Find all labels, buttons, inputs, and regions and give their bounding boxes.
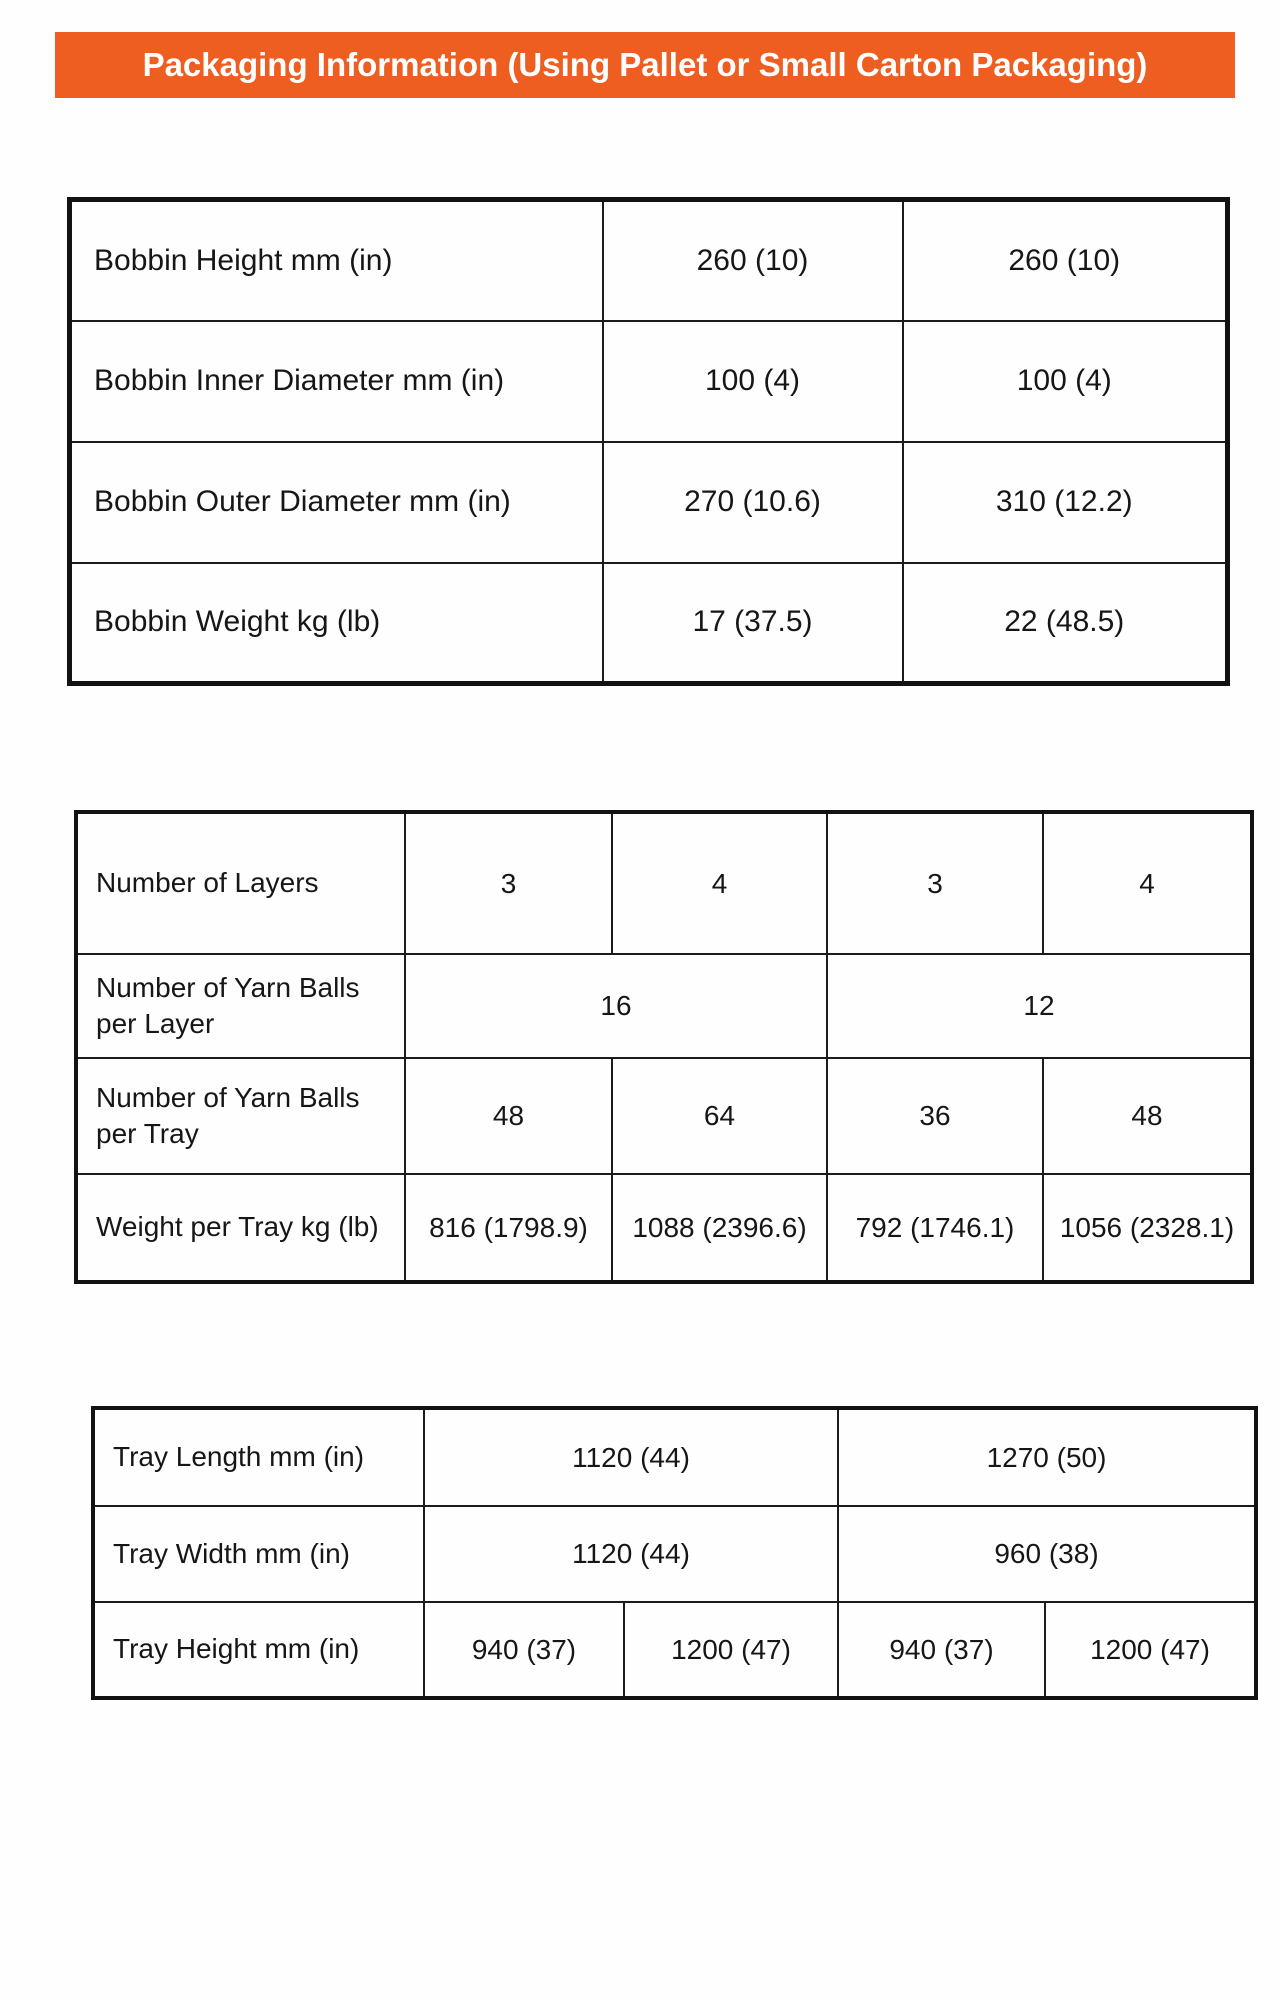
table-row [70,321,1228,442]
table-row [76,954,1252,1058]
value-cell: 940 (37) [838,1602,1045,1698]
row-label: Number of Yarn Balls per Layer [76,954,405,1058]
value-cell: 22 (48.5) [903,563,1228,684]
row-label: Tray Width mm (in) [93,1506,424,1602]
value-cell: 4 [1043,812,1252,954]
value-cell: 48 [405,1058,612,1174]
row-label: Bobbin Inner Diameter mm (in) [70,321,603,442]
table-row [76,1174,1252,1282]
value-cell: 1200 (47) [1045,1602,1256,1698]
value-cell: 17 (37.5) [603,563,903,684]
table-row [93,1506,1256,1602]
row-label: Number of Yarn Balls per Tray [76,1058,405,1174]
value-cell: 4 [612,812,827,954]
tray-dimensions-table [91,1406,1258,1700]
value-cell: 1270 (50) [838,1408,1256,1506]
row-label: Bobbin Height mm (in) [70,200,603,321]
row-label: Number of Layers [76,812,405,954]
value-cell: 12 [827,954,1252,1058]
page-title: Packaging Information (Using Pallet or Small Carton Packaging) [142,46,1148,83]
title-bar [55,32,1235,98]
table-row [93,1408,1256,1506]
table-row [93,1602,1256,1698]
row-label: Bobbin Outer Diameter mm (in) [70,442,603,563]
value-cell: 816 (1798.9) [405,1174,612,1282]
value-cell: 1120 (44) [424,1408,838,1506]
value-cell: 1088 (2396.6) [612,1174,827,1282]
value-cell: 3 [827,812,1043,954]
value-cell: 100 (4) [603,321,903,442]
value-cell: 64 [612,1058,827,1174]
bobbin-spec-table [67,197,1230,686]
table-row [70,200,1228,321]
value-cell: 260 (10) [903,200,1228,321]
table-row [70,563,1228,684]
value-cell: 1056 (2328.1) [1043,1174,1252,1282]
table-row [76,1058,1252,1174]
value-cell: 48 [1043,1058,1252,1174]
value-cell: 940 (37) [424,1602,624,1698]
value-cell: 16 [405,954,827,1058]
tray-load-table [74,810,1254,1284]
row-label: Tray Length mm (in) [93,1408,424,1506]
value-cell: 1200 (47) [624,1602,838,1698]
value-cell: 100 (4) [903,321,1228,442]
table-row [76,812,1252,954]
value-cell: 3 [405,812,612,954]
row-label: Bobbin Weight kg (lb) [70,563,603,684]
value-cell: 1120 (44) [424,1506,838,1602]
value-cell: 36 [827,1058,1043,1174]
row-label: Weight per Tray kg (lb) [76,1174,405,1282]
value-cell: 260 (10) [603,200,903,321]
value-cell: 270 (10.6) [603,442,903,563]
row-label: Tray Height mm (in) [93,1602,424,1698]
value-cell: 310 (12.2) [903,442,1228,563]
table-row [70,442,1228,563]
value-cell: 792 (1746.1) [827,1174,1043,1282]
value-cell: 960 (38) [838,1506,1256,1602]
